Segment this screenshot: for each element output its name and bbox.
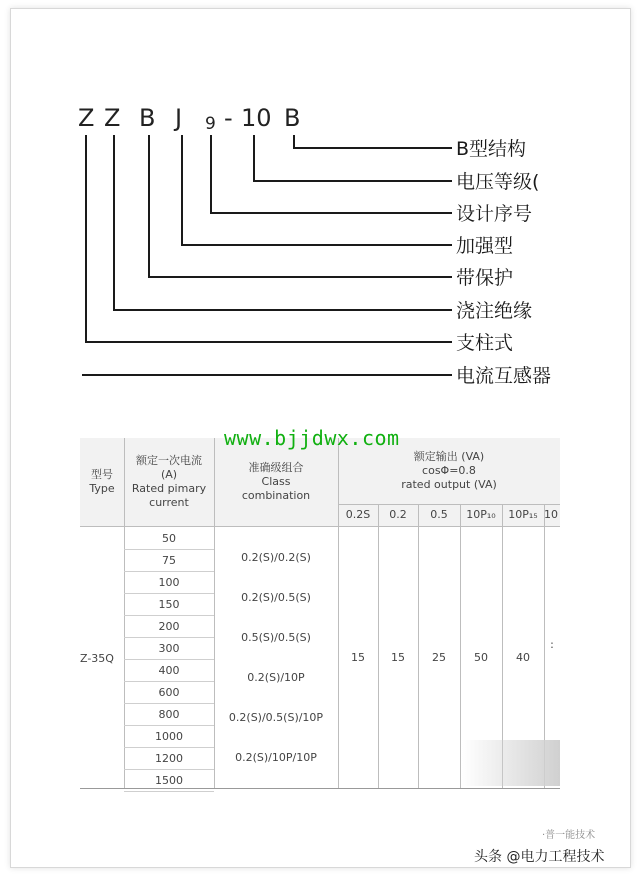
current-row: 1000 — [124, 726, 214, 748]
header-output-0-5: 0.5 — [430, 508, 448, 521]
footer-logo-text: ·普一能技术 — [542, 830, 596, 841]
class-row-4: 0.2(S)/10P — [247, 671, 305, 684]
current-row: 600 — [124, 682, 214, 704]
header-output-10: 10 — [544, 508, 558, 521]
current-row: 1200 — [124, 748, 214, 770]
header-output-10p15: 10P₁₅ — [508, 508, 538, 521]
header-class-combination: 准确级组合 Class combination — [241, 461, 311, 502]
line-reinforced — [182, 135, 452, 245]
desc-design-number: 设计序号 — [456, 203, 533, 225]
current-row: 50 — [124, 528, 214, 550]
output-10p10-value: 50 — [474, 651, 488, 664]
current-row: 200 — [124, 616, 214, 638]
code-letter-b2: B — [284, 104, 301, 132]
current-row: 800 — [124, 704, 214, 726]
output-0-2-value: 15 — [391, 651, 405, 664]
current-row: 400 — [124, 660, 214, 682]
header-rated-output: 额定输出 (VA) cosΦ=0.8 rated output (VA) — [401, 450, 497, 491]
footer-attribution: 头条 @电力工程技术 — [474, 849, 605, 865]
current-row: 300 — [124, 638, 214, 660]
desc-post-type: 支柱式 — [456, 332, 514, 354]
line-voltage — [254, 135, 452, 181]
header-rated-current: 额定一次电流 (A) Rated pimary current — [131, 454, 207, 509]
current-row: 1500 — [124, 770, 214, 792]
current-row: 150 — [124, 594, 214, 616]
header-output-0-2: 0.2 — [389, 508, 407, 521]
current-row: 75 — [124, 550, 214, 572]
line-casting — [114, 135, 452, 310]
code-letter-z2: Z — [104, 104, 121, 132]
class-row-1: 0.2(S)/0.2(S) — [241, 551, 311, 564]
header-output-0-2s: 0.2S — [345, 508, 371, 521]
output-0-2s-value: 15 — [351, 651, 365, 664]
class-row-2: 0.2(S)/0.5(S) — [241, 591, 311, 604]
code-letter-z1: Z — [78, 104, 95, 132]
class-row-6: 0.2(S)/10P/10P — [235, 751, 317, 764]
header-output-10p10: 10P₁₀ — [466, 508, 496, 521]
class-row-3: 0.5(S)/0.5(S) — [241, 631, 311, 644]
desc-cast-insulation: 浇注绝缘 — [456, 300, 533, 322]
line-protection — [149, 135, 452, 277]
scan-shadow — [462, 740, 560, 786]
output-10-value: : — [550, 638, 554, 651]
output-0-5-value: 25 — [432, 651, 446, 664]
code-letter-b: B — [139, 104, 156, 132]
desc-with-protection: 带保护 — [456, 267, 514, 289]
spec-table — [80, 438, 560, 790]
output-10p15-value: 40 — [516, 651, 530, 664]
line-b-structure — [294, 135, 452, 148]
desc-voltage-level: 电压等级( — [456, 171, 540, 193]
code-letter-10: 10 — [241, 104, 272, 132]
type-value: Z-35Q — [80, 652, 114, 665]
desc-reinforced: 加强型 — [456, 235, 514, 257]
class-row-5: 0.2(S)/0.5(S)/10P — [228, 711, 324, 724]
desc-current-transformer: 电流互感器 — [456, 365, 552, 387]
site-watermark: www.bjjdwx.com — [224, 426, 400, 450]
code-letter-dash: - — [224, 104, 233, 132]
desc-b-structure: B型结构 — [456, 138, 527, 160]
code-letter-j: J — [175, 104, 183, 132]
current-row: 100 — [124, 572, 214, 594]
header-type: 型号 Type — [89, 468, 115, 495]
code-letter-9: 9 — [205, 114, 216, 134]
line-design — [211, 135, 452, 213]
